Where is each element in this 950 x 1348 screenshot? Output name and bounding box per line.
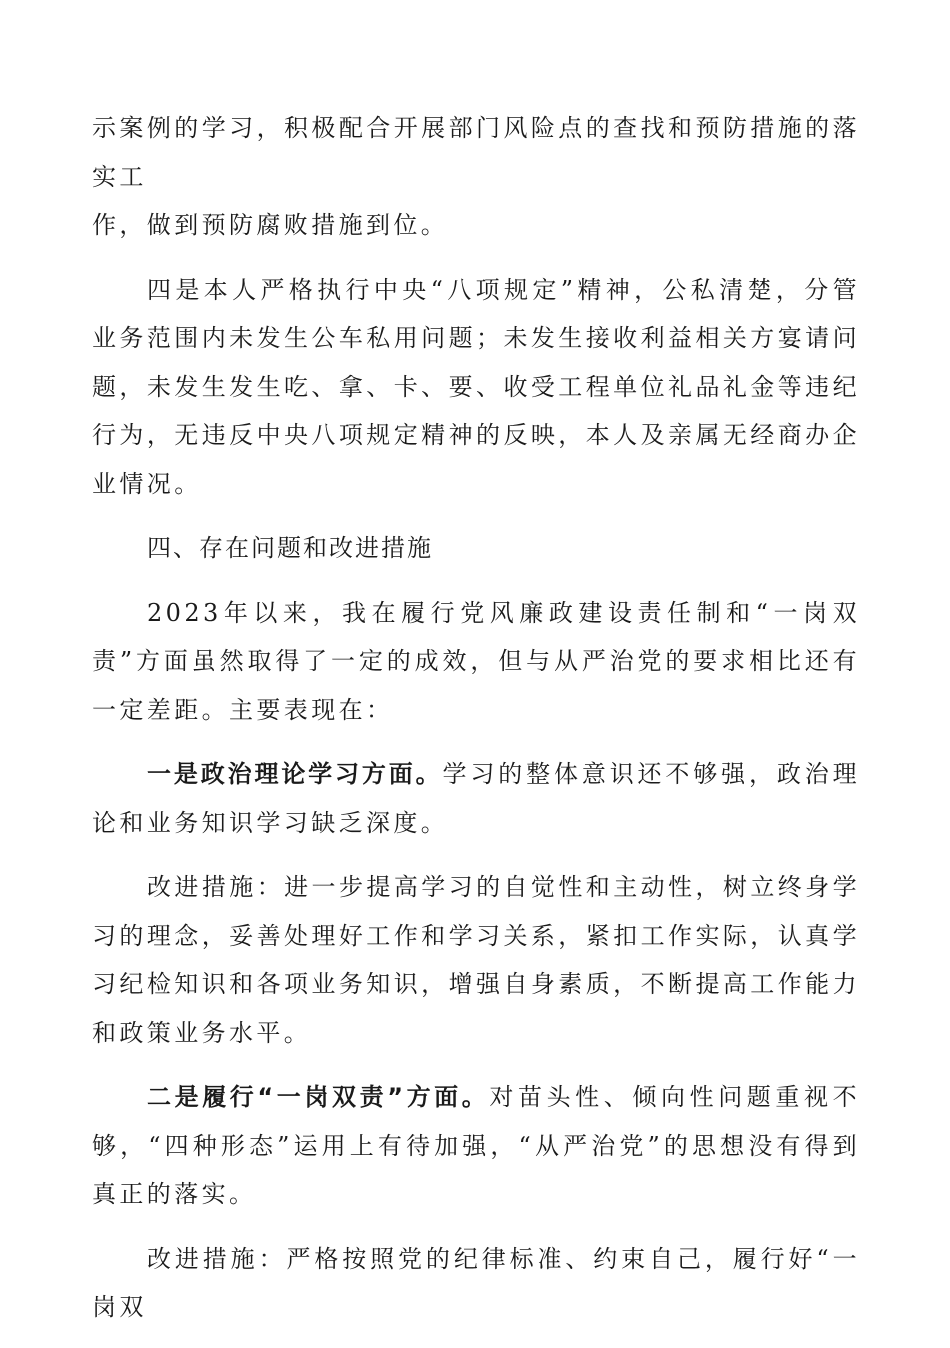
problem-one-lead: 一是政治理论学习方面。 <box>147 760 443 788</box>
paragraph-measure-one: 改进措施：进一步提高学习的自觉性和主动性，树立终身学习的理念，妥善处理好工作和学习关系，紧扣工作实际，认真学习纪检知识和各项业务知识，增强自身素质，不断提高工作能力和政策业务水平。 <box>92 873 860 1047</box>
paragraph-line: 示案例的学习，积极配合开展部门风险点的查找和预防措施的落实工 <box>92 114 860 191</box>
section-heading: 四、存在问题和改进措施 <box>147 534 433 562</box>
paragraph-measure-two: 改进措施：严格按照党的纪律标准、约束自己，履行好“一岗双 <box>92 1244 860 1321</box>
paragraph-problem-two <box>92 1073 860 1219</box>
document-body <box>92 104 860 1348</box>
paragraph-eight-rules: 四是本人严格执行中央“八项规定”精神，公私清楚，分管业务范围内未发生公车私用问题；未发生接收利益相关方宴请问题，未发生发生吃、拿、卡、要、收受工程单位礼品礼金等违纪行为，无违反中央八项规定精神的反映，本人及亲属无经商办企业情况。 <box>92 275 860 498</box>
paragraph-continuation <box>92 104 860 250</box>
problem-two-lead: 二是履行“一岗双责”方面。 <box>147 1083 490 1111</box>
paragraph-problem-one <box>92 750 860 847</box>
problem-one-text: 学习的整体意识还不够强，政治理论和业务知识学习缺乏深度。 <box>92 760 861 837</box>
problem-two-text: 对苗头性、倾向性问题重视不够，“四种形态”运用上有待加强，“从严治党”的思想没有得到真正的落实。 <box>92 1083 860 1208</box>
paragraph-intro-problems: 2023年以来，我在履行党风廉政建设责任制和“一岗双责”方面虽然取得了一定的成效，但与从严治党的要求相比还有一定差距。主要表现在： <box>92 598 860 724</box>
paragraph-line: 作，做到预防腐败措施到位。 <box>92 211 449 239</box>
